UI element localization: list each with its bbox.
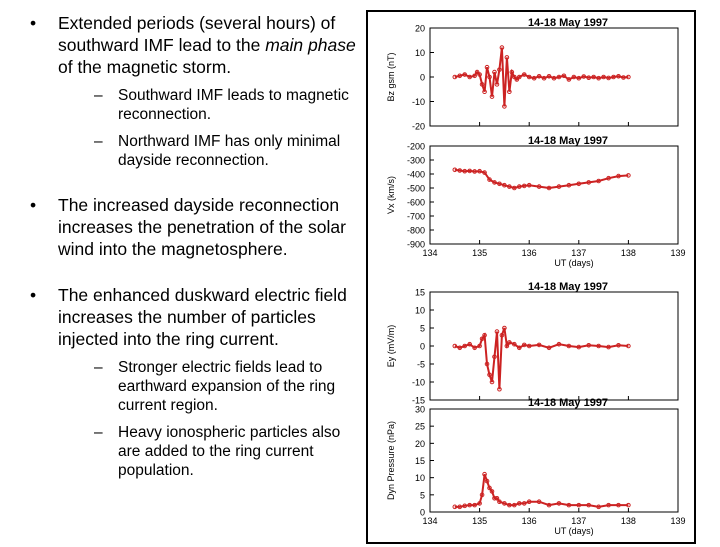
sub-bullet-text: Southward IMF leads to magnetic reconnection. — [118, 87, 349, 123]
y-tick-label: -800 — [406, 225, 425, 236]
bullet-symbol: • — [30, 13, 37, 33]
y-tick-label: 5 — [419, 490, 425, 501]
bullet-text — [58, 194, 360, 260]
y-axis-label: Dyn Pressure (nPa) — [386, 420, 396, 501]
bullet-text — [58, 12, 360, 78]
x-tick-label: 136 — [521, 248, 537, 258]
solar-wind-figure — [366, 10, 696, 544]
x-tick-label: 137 — [571, 516, 587, 526]
series-line — [455, 48, 629, 107]
sub-bullet-text: Heavy ionospheric particles also are added to the ring current population. — [118, 424, 341, 479]
y-axis-label: Ey (mV/m) — [386, 324, 396, 368]
bullet-text-segment: The enhanced duskward electric field increases the number of particles injected into the ring current. — [58, 285, 347, 349]
y-tick-label: 15 — [414, 287, 425, 298]
sub-bullet-item — [58, 86, 360, 124]
figure-svg — [368, 12, 694, 542]
y-tick-label: 0 — [419, 72, 425, 83]
x-tick-label: 139 — [670, 248, 686, 258]
dash-symbol: – — [94, 133, 103, 150]
sub-bullet-item — [58, 423, 360, 480]
bullet-symbol: • — [30, 195, 37, 215]
y-tick-label: 10 — [414, 48, 425, 58]
y-tick-label: -15 — [411, 395, 425, 406]
y-tick-label: 20 — [414, 438, 425, 449]
x-tick-label: 138 — [620, 516, 636, 526]
bullet-text-segment: main phase — [265, 35, 356, 55]
chart-title: 14-18 May 1997 — [527, 17, 609, 29]
y-tick-label: -10 — [411, 97, 425, 107]
y-tick-label: -20 — [411, 121, 425, 132]
y-tick-label: 0 — [419, 507, 425, 518]
x-tick-label: 135 — [472, 516, 488, 526]
x-axis-label: UT (days) — [554, 258, 594, 268]
bullet-item — [30, 284, 360, 480]
plot-frame — [430, 146, 678, 244]
sub-bullet-text: Stronger electric fields lead to earthward expansion of the ring current region. — [118, 359, 336, 414]
x-tick-label: 139 — [670, 516, 686, 526]
x-tick-label: 134 — [422, 516, 438, 526]
sub-bullet-item — [58, 132, 360, 170]
y-axis-label: Vx (km/s) — [386, 176, 396, 214]
y-tick-label: -200 — [406, 141, 425, 152]
y-tick-label: -400 — [406, 169, 425, 180]
plot-frame — [430, 409, 678, 512]
y-tick-label: 20 — [414, 23, 425, 34]
y-tick-label: 25 — [414, 421, 425, 432]
y-tick-label: -700 — [406, 211, 425, 222]
x-tick-label: 138 — [620, 248, 636, 258]
y-tick-label: 10 — [414, 305, 425, 316]
x-tick-label: 134 — [422, 248, 438, 258]
x-tick-label: 137 — [571, 248, 587, 258]
y-tick-label: -600 — [406, 197, 425, 208]
y-tick-label: -10 — [411, 377, 425, 388]
bullet-text — [58, 284, 360, 350]
x-tick-label: 135 — [472, 248, 488, 258]
y-tick-label: 5 — [419, 323, 425, 334]
dash-symbol: – — [94, 424, 103, 441]
chart-title: 14-18 May 1997 — [527, 281, 609, 293]
y-axis-label: Bz gsm (nT) — [386, 52, 396, 102]
bullet-text-segment: of the magnetic storm. — [58, 57, 232, 77]
sub-bullet-item — [58, 358, 360, 415]
y-tick-label: 0 — [419, 341, 425, 352]
y-tick-label: 15 — [414, 456, 425, 466]
y-tick-label: 10 — [414, 473, 425, 484]
bullet-list — [30, 12, 360, 504]
y-tick-label: -900 — [406, 239, 425, 250]
y-tick-label: -300 — [406, 155, 425, 166]
chart-title: 14-18 May 1997 — [527, 397, 609, 409]
bullet-item — [30, 194, 360, 260]
chart-title: 14-18 May 1997 — [527, 135, 609, 147]
y-tick-label: -5 — [416, 359, 425, 370]
bullet-text-segment: The increased dayside reconnection increases the penetration of the solar wind into the magnetosphere. — [58, 195, 346, 259]
bullet-symbol: • — [30, 285, 37, 305]
bullet-text-segment: Extended periods (several hours) of southward IMF lead to the — [58, 13, 336, 55]
dash-symbol: – — [94, 87, 103, 104]
y-tick-label: 30 — [414, 404, 425, 415]
dash-symbol: – — [94, 359, 103, 376]
bullet-item — [30, 12, 360, 170]
x-axis-label: UT (days) — [554, 526, 594, 536]
y-tick-label: -500 — [406, 183, 425, 194]
x-tick-label: 136 — [521, 516, 537, 526]
sub-bullet-text: Northward IMF has only minimal dayside reconnection. — [118, 133, 341, 169]
plot-frame — [430, 28, 678, 126]
